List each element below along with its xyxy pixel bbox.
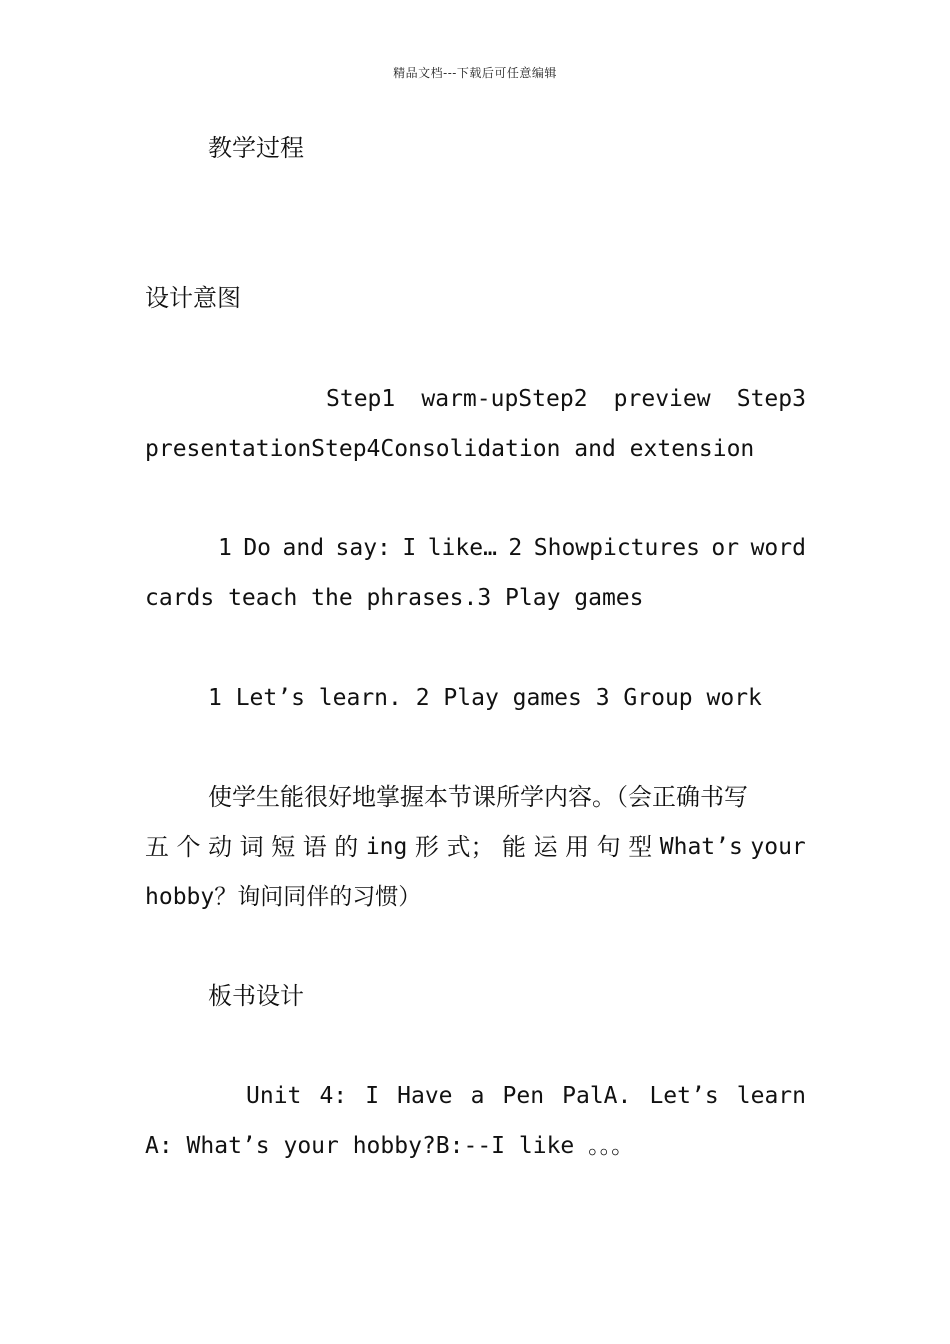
step-word: Step1: [326, 386, 396, 412]
goal-word: 词: [239, 833, 264, 861]
board-word: Pen: [502, 1083, 545, 1109]
steps-line-1: [326, 384, 806, 414]
board-word: Have: [397, 1083, 453, 1109]
goal-word: What’s: [659, 834, 743, 860]
activities-1-line-1: [218, 533, 806, 563]
heading-teaching-process: 教学过程: [208, 134, 304, 162]
goal-word: 句: [596, 833, 621, 861]
activities-2-line: 1 Let’s learn. 2 Play games 3 Group work: [208, 685, 762, 711]
goal-word: your: [750, 834, 806, 860]
board-line-2: A: What’s your hobby?B:--I like 。。。: [145, 1133, 635, 1159]
board-word: Let’s: [649, 1083, 719, 1109]
activity-word: or: [711, 535, 740, 561]
board-word: a: [470, 1083, 485, 1109]
goal-word: 式；: [446, 833, 495, 861]
step-word: Step3: [736, 386, 806, 412]
board-line-1: [246, 1081, 806, 1111]
step-word: preview: [613, 386, 711, 412]
board-word: I: [365, 1083, 380, 1109]
heading-design-intent: 设计意图: [145, 284, 241, 312]
activities-1-line-2: cards teach the phrases.3 Play games: [145, 585, 644, 611]
goal-word: 运: [533, 833, 558, 861]
board-word: Unit: [246, 1083, 302, 1109]
goal-word: 形: [414, 833, 439, 861]
goal-word: 动: [208, 833, 233, 861]
activity-word: 1: [218, 535, 232, 561]
goal-word: 的: [334, 833, 359, 861]
goal-line-1: 使学生能很好地掌握本节课所学内容。（会正确书写: [208, 783, 748, 811]
activity-word: Do: [243, 535, 272, 561]
page-header: 精品文档---下载后可任意编辑: [393, 66, 557, 80]
activity-word: and: [282, 535, 325, 561]
goal-word: 语: [302, 833, 327, 861]
steps-line-2: presentationStep4Consolidation and extension: [145, 436, 755, 462]
heading-board-design: 板书设计: [208, 982, 304, 1010]
board-word: PalA.: [562, 1083, 632, 1109]
goal-word: 个: [176, 833, 201, 861]
step-word: warm-upStep2: [421, 386, 588, 412]
board-word: learn: [736, 1083, 806, 1109]
goal-word: 短: [271, 833, 296, 861]
activity-word: say:: [335, 535, 391, 561]
goal-line-2: [145, 832, 806, 862]
activity-word: I: [402, 535, 417, 561]
goal-word: 用: [565, 833, 590, 861]
activity-word: 2: [508, 535, 523, 561]
activity-word: like…: [427, 535, 497, 561]
activity-word: Showpictures: [533, 535, 700, 561]
goal-word: 五: [145, 833, 169, 861]
goal-line-3: hobby？询问同伴的习惯）: [145, 884, 422, 910]
goal-word: 能: [502, 833, 527, 861]
board-word: 4:: [319, 1083, 348, 1109]
goal-word: ing: [365, 834, 408, 860]
activity-word: word: [750, 535, 806, 561]
goal-word: 型: [628, 833, 653, 861]
